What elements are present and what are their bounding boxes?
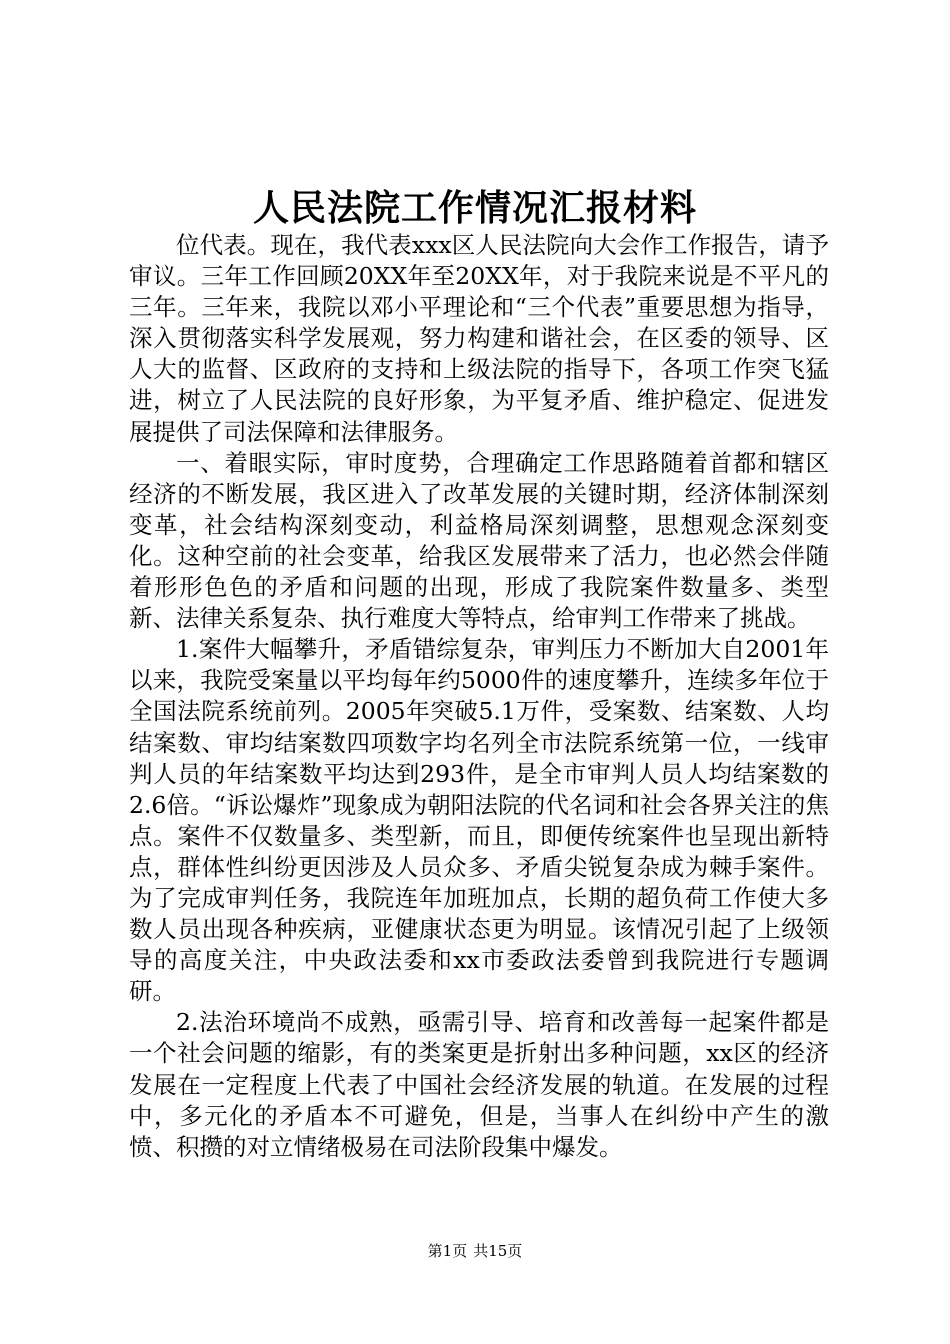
- page-footer: [0, 1240, 950, 1262]
- page-number: 第1页: [427, 1242, 468, 1260]
- document-title: 人民法院工作情况汇报材料: [252, 187, 697, 229]
- paragraph-section-one: 一、着眼实际，审时度势，合理确定工作思路随着首都和辖区经济的不断发展，我区进入了改革发展的关键时期，经济体制深刻变革，社会结构深刻变动，利益格局深刻调整，思想观念深刻变化。这种空前的社会变革，给我区发展带来了活力，也必然会伴随着形形色色的矛盾和问题的出现，形成了我院案件数量多、类型新、法律关系复杂、执行难度大等特点，给审判工作带来了挑战。: [129, 448, 829, 633]
- document-body: [129, 230, 829, 1163]
- paragraph-item-two: 2.法治环境尚不成熟，亟需引导、培育和改善每一起案件都是一个社会问题的缩影，有的类案更是折射出多种问题，xx区的经济发展在一定程度上代表了中国社会经济发展的轨道。在发展的过程中，多元化的矛盾本不可避免，但是，当事人在纠纷中产生的激愤、积攒的对立情绪极易在司法阶段集中爆发。: [129, 1008, 829, 1161]
- paragraph-item-one: 1.案件大幅攀升，矛盾错综复杂，审判压力不断加大自2001年以来，我院受案量以平均每年约5000件的速度攀升，连续多年位于全国法院系统前列。2005年突破5.1万件，受案数、结案数、人均结案数、审均结案数四项数字均名列全市法院系统第一位，一线审判人员的年结案数平均达到293件，是全市审判人员人均结案数的2.6倍。“诉讼爆炸”现象成为朝阳法院的代名词和社会各界关注的焦点。案件不仅数量多、类型新，而且，即便传统案件也呈现出新特点，群体性纠纷更因涉及人员众多、矛盾尖锐复杂成为棘手案件。为了完成审判任务，我院连年加班加点，长期的超负荷工作使大多数人员出现各种疾病，亚健康状态更为明显。该情况引起了上级领导的高度关注，中央政法委和xx市委政法委曾到我院进行专题调研。: [129, 635, 829, 1006]
- paragraph-intro: 位代表。现在，我代表xxx区人民法院向大会作工作报告，请予审议。三年工作回顾20XX年至20XX年，对于我院来说是不平凡的三年。三年来，我院以邓小平理论和“三个代表”重要思想为指导，深入贯彻落实科学发展观，努力构建和谐社会，在区委的领导、区人大的监督、区政府的支持和上级法院的指导下，各项工作突飞猛进，树立了人民法院的良好形象，为平复矛盾、维护稳定、促进发展提供了司法保障和法律服务。: [129, 231, 829, 446]
- page-total: 共15页: [473, 1242, 523, 1260]
